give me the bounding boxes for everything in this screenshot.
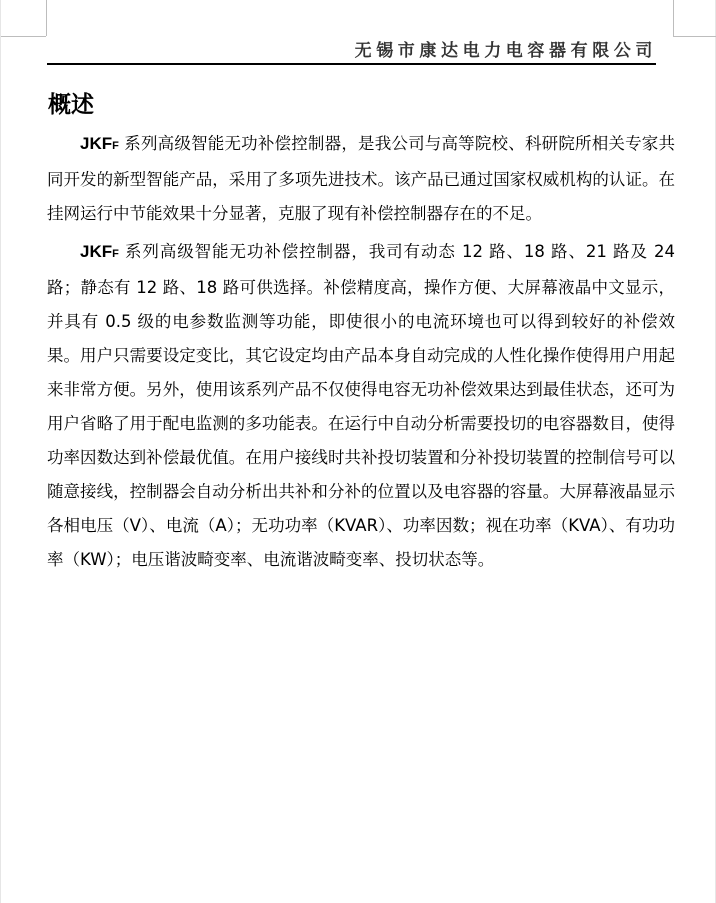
section-title: 概述 <box>48 92 94 118</box>
crop-mark-top-left-vertical <box>46 0 47 36</box>
paragraph-2 <box>47 235 675 577</box>
header-rule <box>47 63 656 65</box>
paragraph-1 <box>47 127 675 231</box>
header-company-name: 无锡市康达电力电容器有限公司 <box>354 41 657 61</box>
brand-subscript: F <box>112 248 119 260</box>
brand-name: JKF <box>80 242 113 261</box>
crop-mark-top-left-horizontal <box>1 36 46 37</box>
paragraph-2-text: 系列高级智能无功补偿控制器，我司有动态 12 路、18 路、21 路及 24 路；静态有 12 路、18 路可供选择。补偿精度高，操作方便、大屏幕液晶中文显示，并具有 0.5 级的电参数监测等功能，即使很小的电流环境也可以得到较好的补偿效果。用户只需要设定变比，其它设定均由产品本身自动完成的人性化操作使得用户用起来非常方便。另外，使用该系列产品不仅使得电容无功补偿效果达到最佳状态，还可为用户省略了用于配电监测的多功能表。在运行中自动分析需要投切的电容器数目，使得功率因数达到补偿最优值。在用户接线时共补投切装置和分补投切装置的控制信号可以随意接线，控制器会自动分析出共补和分补的位置以及电容器的容量。大屏幕液晶显示各相电压（V）、电流（A）；无功功率（KVAR）、功率因数；视在功率（KVA）、有功功率（KW）；电压谐波畸变率、电流谐波畸变率、投切状态等。 <box>47 242 675 569</box>
crop-mark-top-right-vertical <box>673 0 674 36</box>
brand-subscript: F <box>112 140 119 152</box>
brand-name: JKF <box>80 134 113 153</box>
body-text <box>47 127 675 581</box>
paragraph-1-text: 系列高级智能无功补偿控制器，是我公司与高等院校、科研院所相关专家共同开发的新型智能产品，采用了多项先进技术。该产品已通过国家权威机构的认证。在挂网运行中节能效果十分显著，克服了现有补偿控制器存在的不足。 <box>47 134 675 223</box>
crop-mark-top-right-horizontal <box>673 36 716 37</box>
